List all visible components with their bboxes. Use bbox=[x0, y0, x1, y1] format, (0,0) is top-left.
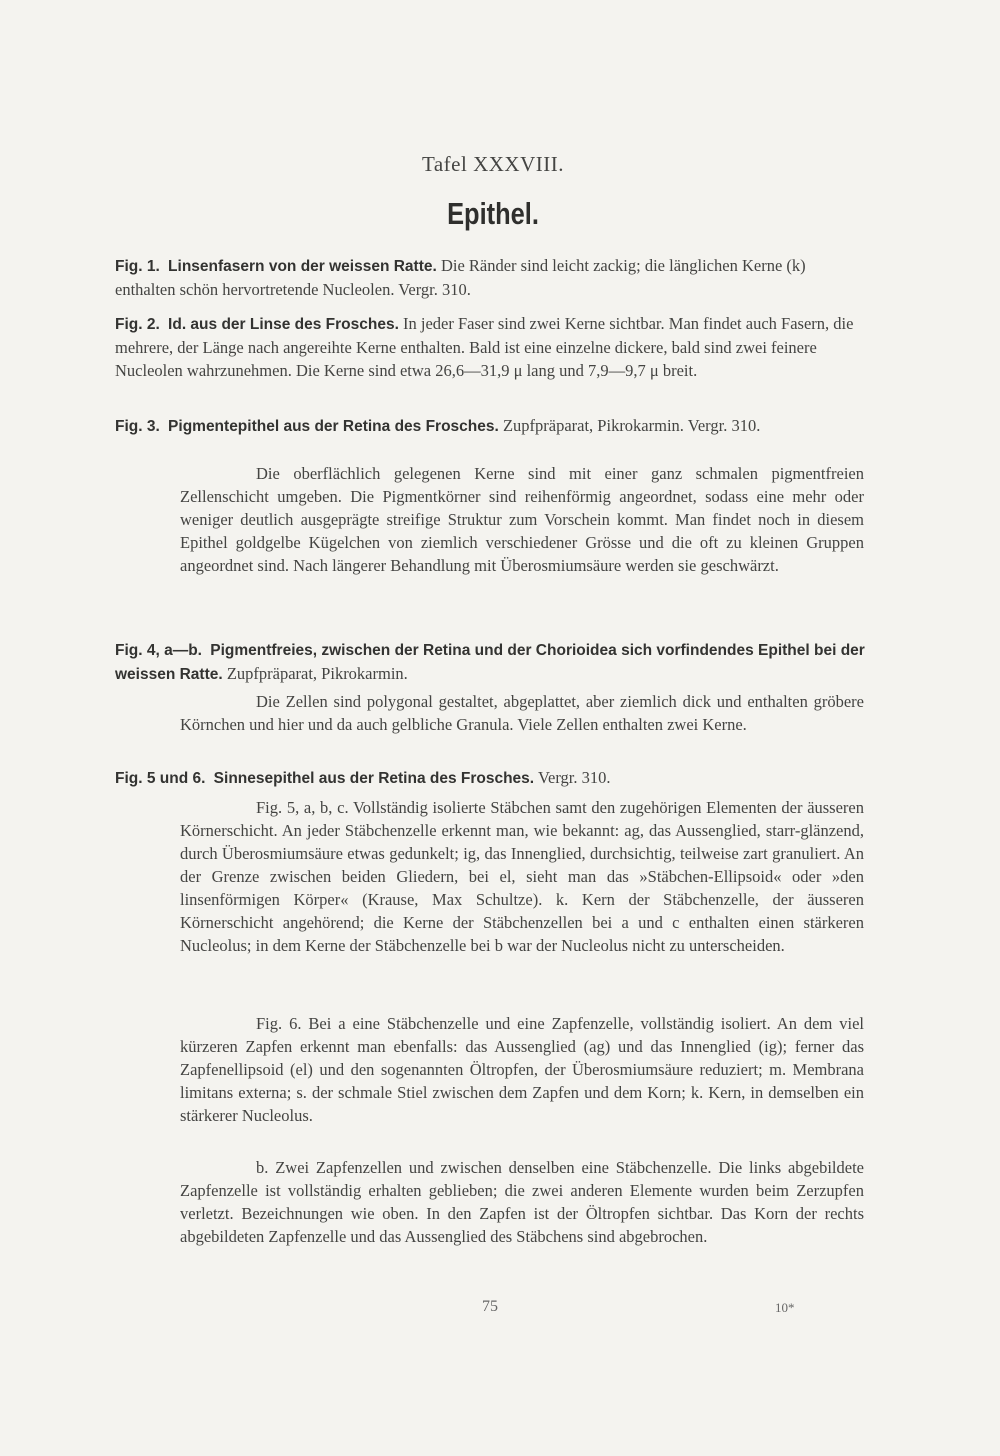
fig-heading: Pigmentepithel aus der Retina des Frosches. bbox=[168, 418, 499, 435]
figure-caption-2 bbox=[115, 312, 865, 382]
fig-heading: Pigmentfreies, zwischen der Retina und der Chorioidea sich vorfindendes Epithel bei der weissen Ratte. bbox=[115, 642, 865, 683]
fig-text: Zupfpräparat, Pikrokarmin. Vergr. 310. bbox=[502, 416, 761, 435]
fig-text: Zupfpräparat, Pikrokarmin. bbox=[226, 664, 408, 683]
paragraph-fig-3: Die oberflächlich gelegenen Kerne sind mit einer ganz schmalen pigmentfreien Zellenschicht umgeben. Die Pigmentkörner sind reihenförmig angeordnet, sodass eine mehr oder weniger deutlich ausgeprägte streifige Struktur zum Vorschein kommt. Man findet noch in diesem Epithel goldgelbe Kügelchen von ziemlich verschiedener Grösse und die oft zu kleinen Gruppen angeordnet sind. Nach längerer Behandlung mit Überosmiumsäure werden sie geschwärzt. bbox=[180, 464, 864, 575]
fig-heading: Id. aus der Linse des Frosches. bbox=[168, 316, 399, 333]
fig-label: Fig. 1. bbox=[115, 258, 160, 275]
paragraph-fig-6b: b. Zwei Zapfenzellen und zwischen denselben eine Stäbchenzelle. Die links abgebildete Zapfenzelle ist vollständig erhalten geblieben; die zwei anderen Elemente wurden beim Zerzupfen verletzt. Bezeichnungen wie oben. In den Zapfen ist der Öltropfen sichtbar. Das Korn der rechts abgebildeten Zapfenzelle und das Aussenglied des Stäbchens sind abgebrochen. bbox=[180, 1158, 864, 1246]
paragraph-fig-5: Fig. 5, a, b, c. Vollständig isolierte Stäbchen samt den zugehörigen Elementen der äusseren Körnerschicht. An jeder Stäbchenzelle erkennt man, wie bekannt: ag, das Aussenglied, starr-glänzend, durch Überosmiumsäure etwas gedunkelt; ig, das Innenglied, durchsichtig, teilweise zart granuliert. An der Grenze zwischen beiden Gliedern, bei el, sieht man das »Stäbchen-Ellipsoid« oder »den linsenförmigen Körper« (Krause, Max Schultze). k. Kern der Stäbchenzelle, der äusseren Körnerschicht angehörend; die Kerne der Stäbchenzellen bei a und c enthalten einen stärkeren Nucleolus; in dem Kerne der Stäbchenzelle bei b war der Nucleolus nicht zu unterscheiden. bbox=[180, 798, 864, 955]
fig-label: Fig. 4, a—b. bbox=[115, 642, 202, 659]
plate-number: Tafel XXXVIII. bbox=[422, 152, 564, 176]
paragraph-fig-4: Die Zellen sind polygonal gestaltet, abgeplattet, aber ziemlich dick und enthalten gröbere Körnchen und hier und da auch gelbliche Granula. Viele Zellen enthalten zwei Kerne. bbox=[180, 692, 864, 734]
figure-caption-4 bbox=[115, 638, 865, 686]
fig-heading: Sinnesepithel aus der Retina des Frosches. bbox=[213, 770, 535, 787]
figure-caption-5-6 bbox=[115, 766, 865, 790]
page-title: Epithel. bbox=[447, 196, 539, 231]
fig-text: Vergr. 310. bbox=[537, 768, 611, 787]
page-number: 75 bbox=[482, 1298, 498, 1315]
fig-label: Fig. 5 und 6. bbox=[115, 770, 206, 787]
figure-caption-1 bbox=[115, 254, 865, 301]
fig-label: Fig. 3. bbox=[115, 418, 160, 435]
signature-mark: 10* bbox=[775, 1300, 795, 1315]
fig-heading: Linsenfasern von der weissen Ratte. bbox=[168, 258, 437, 275]
fig-text: Die Ränder sind leicht zackig; die länglichen Kerne (k) enthalten schön hervortretende Nucleolen. Vergr. 310. bbox=[115, 256, 806, 299]
paragraph-fig-6a: Fig. 6. Bei a eine Stäbchenzelle und eine Zapfenzelle, vollständig isoliert. An dem viel kürzeren Zapfen erkennt man ebenfalls: das Aussenglied (ag) und das Innenglied (ig); ferner das Zapfenellipsoid (el) und den sogenannten Öltropfen, der Überosmiumsäure reduziert; m. Membrana limitans externa; s. der schmale Stiel zwischen dem Zapfen und dem Korn; k. Kern, in demselben ein stärkerer Nucleolus. bbox=[180, 1014, 864, 1125]
fig-label: Fig. 2. bbox=[115, 316, 160, 333]
fig-text: In jeder Faser sind zwei Kerne sichtbar. Man findet auch Fasern, die mehrere, der Länge nach angereihte Kerne enthalten. Bald ist eine einzelne dickere, bald sind zwei feinere Nucleolen wahrzunehmen. Die Kerne sind etwa 26,6—31,9 μ lang und 7,9—9,7 μ breit. bbox=[115, 314, 854, 380]
figure-caption-3 bbox=[115, 414, 865, 438]
